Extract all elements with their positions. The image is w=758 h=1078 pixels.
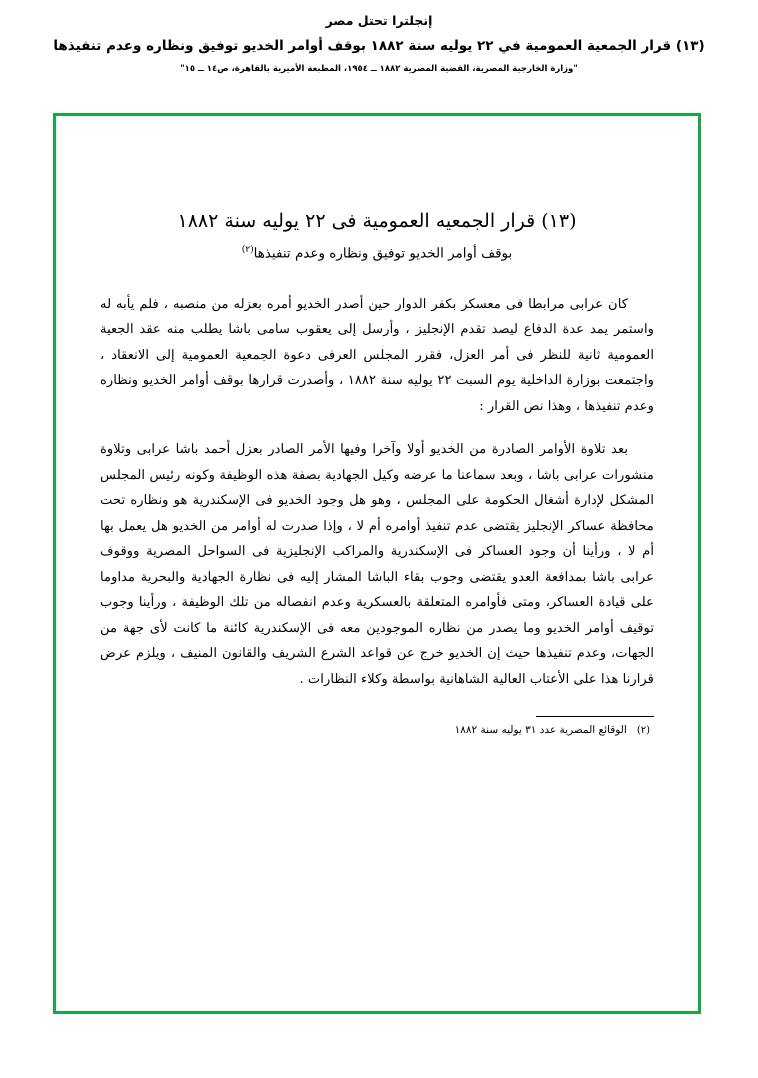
page-header xyxy=(0,12,758,76)
green-border-frame xyxy=(53,113,701,1014)
resolution-subtitle xyxy=(100,238,654,266)
footnote-line xyxy=(455,721,654,740)
footnote-divider xyxy=(536,716,654,717)
resolution-subtitle-text: بوقف أوامر الخديو توفيق ونظاره وعدم تنفيذها xyxy=(253,245,513,262)
document-body xyxy=(100,206,654,740)
footnote-section xyxy=(100,710,654,740)
book-title: إنجلترا تحتل مصر xyxy=(325,13,433,28)
footnote-text: الوقائع المصرية عدد ٣١ يوليه سنة ١٨٨٢ xyxy=(454,724,627,736)
footnote-number: (٢) xyxy=(636,725,650,736)
source-citation: "وزارة الخارجية المصرية، القضية المصرية ١٨٨٢ ــ ١٩٥٤، المطبعة الأميرية بالقاهرة، ص١٤ ــ ١٥" xyxy=(180,64,578,74)
paragraph-resolution-text: بعد تلاوة الأوامر الصادرة من الخديو أولا وآخرا وفيها الأمر الصادر بعزل أحمد باشا عرابى وتلاوة منشورات عرابى باشا ، وبعد سماعنا ما عرضه وكيل الجهادية بصفة هذه الوظيفة وكونه رئيس المجلس المشكل لإدارة أشغال الحكومة على المجلس ، وهو هل وجود الخديو فى الإسكندرية هو ونظاره تحت محافظة عساكر الإنجليز يقتضى عدم تنفيذ أوامره أم لا ، وإذا صدرت له أوامر من الخديو هل يعمل بها أم لا ، ورأينا أن وجود العساكر فى الإسكندرية والمراكب الإنجليزية فى السواحل المصرية ووقوف عرابى باشا بمدافعة العدو يقتضى وجوب بقاء الباشا المشار إليه فى نظارة الجهادية والبحرية مداوما على قيادة العساكر، ومتى فأوامره المتعلقة بالعسكرية وعدم انفصاله من تلك الوظيفة ، ورأينا وجوب توقيف أوامر الخديو وما يصدر من نظاره الموجودين معه فى الإسكندرية كائنة ما كانت لأى جهة من الجهات، وعدم تنفيذها حيث إن الخديو خرج عن قواعد الشرع الشريف والقانون المنيف ، ويلزم عرض قرارنا هذا على الأعتاب العالية الشاهانية بواسطة وكلاء النظارات . xyxy=(100,442,654,687)
resolution-title: (١٣) قرار الجمعيه العمومية فى ٢٢ يوليه سنة ١٨٨٢ xyxy=(177,210,577,232)
document-heading: (١٣) قرار الجمعية العمومية في ٢٢ يوليه سنة ١٨٨٢ بوقف أوامر الخديو توفيق ونظاره وعدم تنفيذها xyxy=(53,38,705,54)
paragraph-intro: كان عرابى مرابطا فى معسكر بكفر الدوار حين أصدر الخديو أمره بعزله من منصبه ، فلم يأبه له واستمر يمد عدة الدفاع ليصد تقدم الإنجليز ، وأرسل إلى يعقوب سامى باشا يطلب منه عقد الجعية العمومية ثانية للنظر فى أمر العزل، فقرر المجلس العرفى دعوة الجمعية العمومية إلى الانعقاد ، واجتمعت بوزارة الداخلية يوم السبت ٢٢ يوليه سنة ١٨٨٢ ، وأصدرت قرارها بوقف أوامر الخديو ونظاره وعدم تنفيذها ، وهذا نص القرار : xyxy=(100,296,654,414)
footnote-marker: (٢) xyxy=(241,245,254,255)
